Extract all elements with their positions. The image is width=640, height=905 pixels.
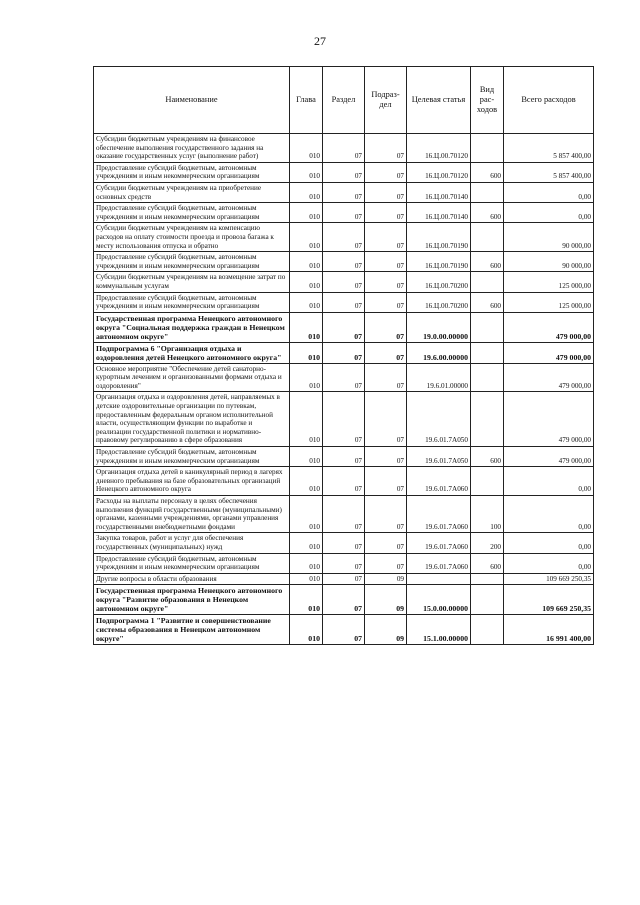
cell-name: Предоставление субсидий бюджетным, автономным учреждениям и иным некоммерческим организациям xyxy=(94,292,290,312)
cell-celevaya: 16.Ц.00.70120 xyxy=(407,162,471,182)
cell-vid xyxy=(471,312,504,342)
cell-vid xyxy=(471,467,504,496)
cell-razdel: 07 xyxy=(323,447,365,467)
cell-celevaya: 19.6.01.00000 xyxy=(407,363,471,392)
cell-podrazdel: 07 xyxy=(365,223,407,252)
cell-total: 479 000,00 xyxy=(504,363,594,392)
table-header-row xyxy=(94,67,594,134)
cell-glava: 010 xyxy=(290,272,323,292)
cell-celevaya: 16.Ц.00.70140 xyxy=(407,182,471,202)
cell-name: Основное мероприятие "Обеспечение детей санаторно-курортным лечением и организованными формами отдыха и оздоровления" xyxy=(94,363,290,392)
cell-total: 0,00 xyxy=(504,553,594,573)
table-row xyxy=(94,342,594,363)
cell-celevaya: 19.6.01.7А050 xyxy=(407,392,471,447)
cell-razdel: 07 xyxy=(323,615,365,645)
cell-razdel: 07 xyxy=(323,496,365,533)
cell-name: Подпрограмма 1 "Развитие и совершенствование системы образования в Ненецком автономном округе" xyxy=(94,615,290,645)
cell-razdel: 07 xyxy=(323,134,365,163)
cell-total: 0,00 xyxy=(504,467,594,496)
cell-total: 479 000,00 xyxy=(504,392,594,447)
header-name: Наименование xyxy=(94,67,290,134)
cell-name: Предоставление субсидий бюджетным, автономным учреждениям и иным некоммерческим организациям xyxy=(94,162,290,182)
cell-podrazdel: 07 xyxy=(365,496,407,533)
cell-glava: 010 xyxy=(290,182,323,202)
cell-name: Подпрограмма 6 "Организация отдыха и оздоровления детей Ненецкого автономного округа" xyxy=(94,342,290,363)
cell-total: 5 857 400,00 xyxy=(504,134,594,163)
cell-total: 479 000,00 xyxy=(504,447,594,467)
table-row xyxy=(94,363,594,392)
table-row xyxy=(94,292,594,312)
cell-celevaya: 16.Ц.00.70140 xyxy=(407,203,471,223)
cell-glava: 010 xyxy=(290,447,323,467)
cell-glava: 010 xyxy=(290,573,323,585)
cell-glava: 010 xyxy=(290,585,323,615)
cell-glava: 010 xyxy=(290,223,323,252)
table-row xyxy=(94,533,594,553)
cell-podrazdel: 09 xyxy=(365,615,407,645)
cell-celevaya: 16.Ц.00.70200 xyxy=(407,292,471,312)
table-row xyxy=(94,392,594,447)
cell-name: Расходы на выплаты персоналу в целях обеспечения выполнения функций государственными (муниципальными) органами, казенными учреждениями, органами управления государственными внебюджетными фондами xyxy=(94,496,290,533)
cell-razdel: 07 xyxy=(323,392,365,447)
cell-celevaya: 16.Ц.00.70200 xyxy=(407,272,471,292)
cell-celevaya xyxy=(407,573,471,585)
cell-celevaya: 19.0.00.00000 xyxy=(407,312,471,342)
cell-glava: 010 xyxy=(290,134,323,163)
cell-vid xyxy=(471,573,504,585)
cell-podrazdel: 07 xyxy=(365,292,407,312)
cell-glava: 010 xyxy=(290,615,323,645)
cell-total: 0,00 xyxy=(504,182,594,202)
cell-razdel: 07 xyxy=(323,585,365,615)
cell-name: Предоставление субсидий бюджетным, автономным учреждениям и иным некоммерческим организациям xyxy=(94,553,290,573)
cell-vid xyxy=(471,342,504,363)
cell-celevaya: 19.6.01.7А060 xyxy=(407,533,471,553)
table-row xyxy=(94,272,594,292)
cell-podrazdel: 07 xyxy=(365,447,407,467)
cell-vid: 600 xyxy=(471,203,504,223)
cell-podrazdel: 07 xyxy=(365,553,407,573)
cell-total: 16 991 400,00 xyxy=(504,615,594,645)
header-podrazdel: Подраз-дел xyxy=(365,67,407,134)
cell-vid xyxy=(471,392,504,447)
cell-podrazdel: 09 xyxy=(365,573,407,585)
cell-podrazdel: 07 xyxy=(365,342,407,363)
header-glava: Глава xyxy=(290,67,323,134)
cell-name: Другие вопросы в области образования xyxy=(94,573,290,585)
cell-celevaya: 19.6.01.7А050 xyxy=(407,447,471,467)
cell-razdel: 07 xyxy=(323,203,365,223)
cell-podrazdel: 07 xyxy=(365,392,407,447)
cell-glava: 010 xyxy=(290,162,323,182)
cell-glava: 010 xyxy=(290,553,323,573)
cell-vid: 100 xyxy=(471,496,504,533)
table-row xyxy=(94,447,594,467)
cell-name: Государственная программа Ненецкого автономного округа "Развитие образования в Ненецком автономном округе" xyxy=(94,585,290,615)
cell-razdel: 07 xyxy=(323,363,365,392)
cell-podrazdel: 07 xyxy=(365,312,407,342)
budget-table xyxy=(93,66,594,645)
cell-total: 479 000,00 xyxy=(504,312,594,342)
cell-glava: 010 xyxy=(290,292,323,312)
header-razdel: Раздел xyxy=(323,67,365,134)
cell-razdel: 07 xyxy=(323,223,365,252)
table-row xyxy=(94,585,594,615)
cell-podrazdel: 07 xyxy=(365,252,407,272)
cell-glava: 010 xyxy=(290,203,323,223)
cell-glava: 010 xyxy=(290,533,323,553)
cell-glava: 010 xyxy=(290,467,323,496)
cell-vid xyxy=(471,363,504,392)
cell-podrazdel: 07 xyxy=(365,533,407,553)
cell-total: 125 000,00 xyxy=(504,292,594,312)
cell-total: 109 669 250,35 xyxy=(504,585,594,615)
cell-name: Организация отдыха детей в каникулярный период в лагерях дневного пребывания на базе образовательных организаций Ненецкого автономного округа xyxy=(94,467,290,496)
cell-name: Субсидии бюджетным учреждениям на приобретение основных средств xyxy=(94,182,290,202)
cell-glava: 010 xyxy=(290,363,323,392)
cell-glava: 010 xyxy=(290,392,323,447)
header-vid: Вид рас-ходов xyxy=(471,67,504,134)
cell-vid: 600 xyxy=(471,553,504,573)
cell-vid xyxy=(471,182,504,202)
cell-name: Субсидии бюджетным учреждениям на возмещение затрат по коммунальным услугам xyxy=(94,272,290,292)
cell-total: 5 857 400,00 xyxy=(504,162,594,182)
cell-celevaya: 16.Ц.00.70120 xyxy=(407,134,471,163)
cell-podrazdel: 07 xyxy=(365,272,407,292)
cell-vid: 600 xyxy=(471,447,504,467)
cell-name: Закупка товаров, работ и услуг для обеспечения государственных (муниципальных) нужд xyxy=(94,533,290,553)
cell-total: 109 669 250,35 xyxy=(504,573,594,585)
cell-podrazdel: 07 xyxy=(365,203,407,223)
cell-podrazdel: 07 xyxy=(365,162,407,182)
table-row xyxy=(94,182,594,202)
cell-razdel: 07 xyxy=(323,312,365,342)
table-row xyxy=(94,312,594,342)
cell-vid xyxy=(471,615,504,645)
table-row xyxy=(94,615,594,645)
cell-celevaya: 19.6.00.00000 xyxy=(407,342,471,363)
cell-celevaya: 19.6.01.7А060 xyxy=(407,496,471,533)
cell-razdel: 07 xyxy=(323,342,365,363)
cell-vid: 600 xyxy=(471,292,504,312)
cell-vid: 600 xyxy=(471,162,504,182)
cell-name: Организация отдыха и оздоровления детей, направляемых в детские оздоровительные организации по путевкам, предоставленным федеральным органом исполнительной власти, осуществляющим функции по выработке и реализации государственной политики и нормативно-правовому регулированию в сфере образования xyxy=(94,392,290,447)
cell-total: 0,00 xyxy=(504,203,594,223)
cell-name: Предоставление субсидий бюджетным, автономным учреждениям и иным некоммерческим организациям xyxy=(94,447,290,467)
cell-razdel: 07 xyxy=(323,467,365,496)
table-row xyxy=(94,252,594,272)
cell-celevaya: 15.1.00.00000 xyxy=(407,615,471,645)
cell-podrazdel: 07 xyxy=(365,363,407,392)
page-number: 27 xyxy=(314,34,326,48)
table-row xyxy=(94,496,594,533)
cell-celevaya: 19.6.01.7А060 xyxy=(407,467,471,496)
cell-razdel: 07 xyxy=(323,272,365,292)
header-total: Всего расходов xyxy=(504,67,594,134)
cell-vid: 600 xyxy=(471,252,504,272)
table-row xyxy=(94,134,594,163)
table-row xyxy=(94,467,594,496)
cell-razdel: 07 xyxy=(323,573,365,585)
table-row xyxy=(94,223,594,252)
cell-vid xyxy=(471,272,504,292)
cell-razdel: 07 xyxy=(323,292,365,312)
cell-total: 90 000,00 xyxy=(504,223,594,252)
cell-celevaya: 19.6.01.7А060 xyxy=(407,553,471,573)
table-row xyxy=(94,553,594,573)
cell-podrazdel: 07 xyxy=(365,134,407,163)
cell-name: Субсидии бюджетным учреждениям на компенсацию расходов на оплату стоимости проезда и провоза багажа к месту использования отпуска и обратно xyxy=(94,223,290,252)
cell-glava: 010 xyxy=(290,252,323,272)
table-row xyxy=(94,162,594,182)
cell-celevaya: 16.Ц.00.70190 xyxy=(407,252,471,272)
cell-glava: 010 xyxy=(290,342,323,363)
cell-name: Государственная программа Ненецкого автономного округа "Социальная поддержка граждан в Ненецком автономном округе" xyxy=(94,312,290,342)
cell-razdel: 07 xyxy=(323,553,365,573)
cell-total: 90 000,00 xyxy=(504,252,594,272)
cell-name: Субсидии бюджетным учреждениям на финансовое обеспечение выполнения государственного задания на оказание государственных услуг (выполнение работ) xyxy=(94,134,290,163)
cell-vid: 200 xyxy=(471,533,504,553)
cell-vid xyxy=(471,223,504,252)
cell-podrazdel: 07 xyxy=(365,182,407,202)
table-row xyxy=(94,203,594,223)
cell-vid xyxy=(471,134,504,163)
cell-celevaya: 15.0.00.00000 xyxy=(407,585,471,615)
cell-razdel: 07 xyxy=(323,252,365,272)
cell-razdel: 07 xyxy=(323,162,365,182)
cell-razdel: 07 xyxy=(323,533,365,553)
cell-total: 0,00 xyxy=(504,533,594,553)
header-celevaya: Целевая статья xyxy=(407,67,471,134)
table-body xyxy=(94,134,594,645)
cell-podrazdel: 07 xyxy=(365,467,407,496)
cell-name: Предоставление субсидий бюджетным, автономным учреждениям и иным некоммерческим организациям xyxy=(94,203,290,223)
table-row xyxy=(94,573,594,585)
cell-name: Предоставление субсидий бюджетным, автономным учреждениям и иным некоммерческим организациям xyxy=(94,252,290,272)
cell-vid xyxy=(471,585,504,615)
cell-total: 125 000,00 xyxy=(504,272,594,292)
cell-glava: 010 xyxy=(290,496,323,533)
cell-podrazdel: 09 xyxy=(365,585,407,615)
cell-glava: 010 xyxy=(290,312,323,342)
cell-total: 479 000,00 xyxy=(504,342,594,363)
cell-razdel: 07 xyxy=(323,182,365,202)
cell-total: 0,00 xyxy=(504,496,594,533)
cell-celevaya: 16.Ц.00.70190 xyxy=(407,223,471,252)
